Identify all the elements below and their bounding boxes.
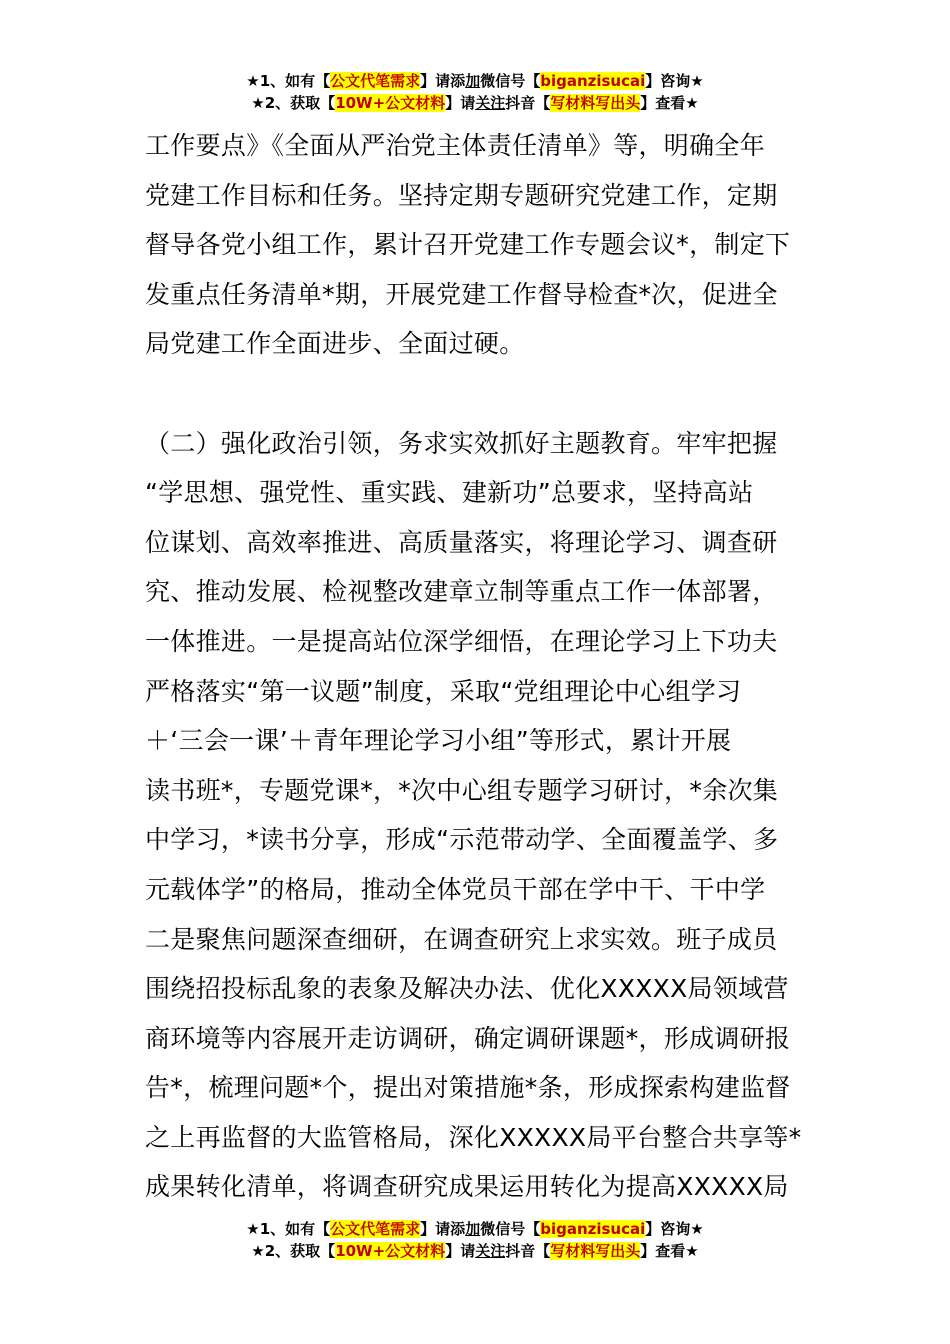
banner-douyin-id: 写材料写出头: [550, 94, 641, 112]
banner-highlight: 10W+公文材料: [335, 1242, 446, 1260]
banner-text: 微信号【: [480, 72, 541, 90]
banner-text: 】请添: [420, 72, 466, 90]
body-line: 发重点任务清单*期，开展党建工作督导检查*次，促进全: [145, 279, 778, 309]
banner-text: 】请: [445, 94, 476, 112]
body-line: 告*，梳理问题*个，提出对策措施*条，形成探索构建监督: [145, 1073, 791, 1103]
banner-text: 】请添: [420, 1220, 466, 1238]
body-line: 究、推动发展、检视整改建章立制等重点工作一体部署，: [145, 577, 778, 607]
banner-line-1: [0, 70, 950, 92]
body-line: 严格落实“第一议题”制度，采取“党组理论中心组学习: [145, 676, 742, 706]
body-line: 二是聚焦问题深查细研，在调查研究上求实效。班子成员: [145, 924, 778, 954]
banner-text: 】请: [445, 1242, 476, 1260]
banner-text: 】咨询★: [645, 72, 704, 90]
banner-line-2: [0, 1240, 950, 1262]
body-line: 工作要点》《全面从严治党主体责任清单》等，明确全年: [145, 131, 766, 160]
body-line: ＋‘三会一课’＋青年理论学习小组”等形式，累计开展: [145, 726, 732, 756]
banner-text: ★2、获取【: [251, 94, 336, 112]
body-line: 党建工作目标和任务。坚持定期专题研究党建工作，定期: [145, 180, 778, 210]
banner-text: ★1、如有【: [246, 72, 331, 90]
banner-emphasis: 加: [465, 72, 481, 90]
banner-emphasis: 关注: [475, 1242, 506, 1260]
banner-wechat-id: biganzisucai: [540, 72, 646, 90]
body-line: 中学习，*读书分享，形成“示范带动学、全面覆盖学、多: [145, 825, 779, 855]
body-line: 督导各党小组工作，累计召开党建工作专题会议*，制定下: [145, 230, 791, 260]
banner-text: 抖音【: [505, 1242, 551, 1260]
banner-text: 】查看★: [640, 1242, 699, 1260]
banner-highlight: 公文代笔需求: [330, 72, 421, 90]
banner-text: ★1、如有【: [246, 1220, 331, 1238]
body-line: 读书班*，专题党课*，*次中心组专题学习研讨，*余次集: [145, 775, 779, 805]
banner-highlight: 10W+公文材料: [335, 94, 446, 112]
banner-line-2: [0, 92, 950, 114]
body-line: “学思想、强党性、重实践、建新功”总要求，坚持高站: [145, 478, 754, 508]
body-line: 位谋划、高效率推进、高质量落实，将理论学习、调查研: [145, 527, 778, 557]
banner-text: 】咨询★: [645, 1220, 704, 1238]
banner-highlight: 公文代笔需求: [330, 1220, 421, 1238]
banner-emphasis: 加: [465, 1220, 481, 1238]
banner-emphasis: 关注: [475, 94, 506, 112]
body-line: 成果转化清单，将调查研究成果运用转化为提高XXXXX局: [145, 1172, 789, 1202]
body-line: 局党建工作全面进步、全面过硬。: [145, 329, 525, 359]
body-line: 一体推进。一是提高站位深学细悟，在理论学习上下功夫: [145, 626, 778, 656]
banner-douyin-id: 写材料写出头: [550, 1242, 641, 1260]
body-line: 围绕招投标乱象的表象及解决办法、优化XXXXX局领域营: [145, 974, 789, 1004]
banner-line-1: [0, 1218, 950, 1240]
banner-text: ★2、获取【: [251, 1242, 336, 1260]
body-line: 之上再监督的大监管格局，深化XXXXX局平台整合共享等*: [145, 1122, 802, 1152]
banner-text: 微信号【: [480, 1220, 541, 1238]
paragraph-gap: [145, 369, 810, 419]
body-line: （二）强化政治引领，务求实效抓好主题教育。牢牢把握: [145, 428, 778, 458]
footer-banner: [0, 1218, 950, 1262]
banner-text: 抖音【: [505, 94, 551, 112]
body-line: 商环境等内容展开走访调研，确定调研课题*，形成调研报: [145, 1023, 791, 1053]
document-body: [145, 121, 810, 1212]
banner-text: 】查看★: [640, 94, 699, 112]
header-banner: [0, 70, 950, 114]
banner-wechat-id: biganzisucai: [540, 1220, 646, 1238]
body-line: 元载体学”的格局，推动全体党员干部在学中干、干中学: [145, 874, 766, 904]
